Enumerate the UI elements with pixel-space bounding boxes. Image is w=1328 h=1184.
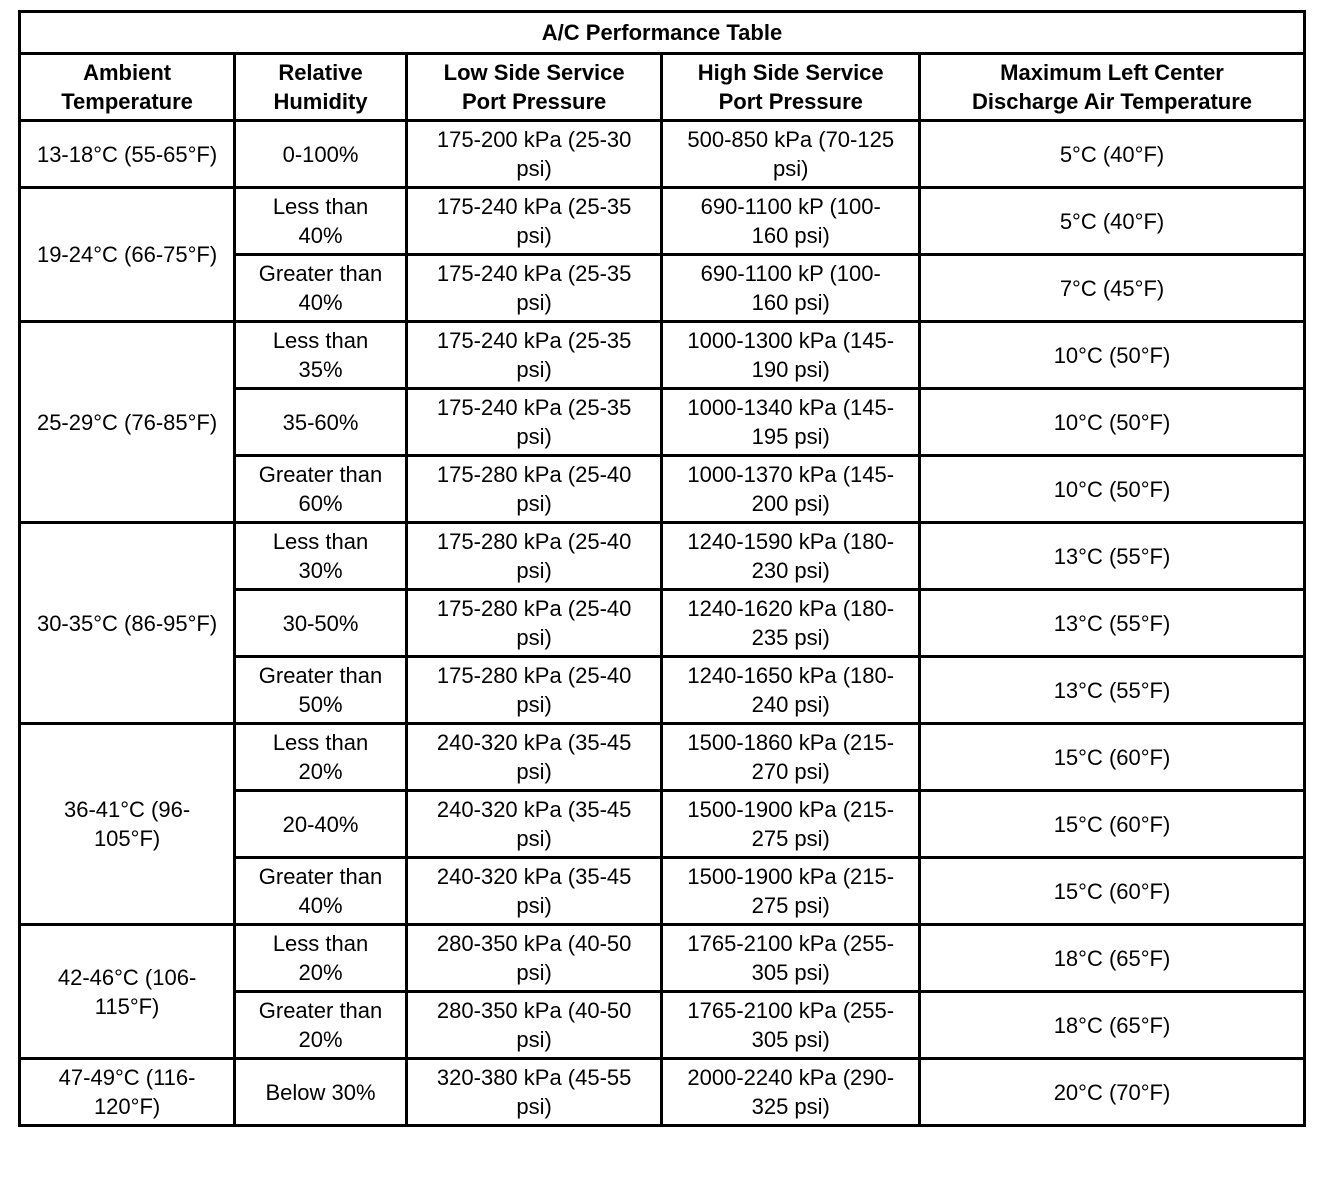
- cell-high-side-pressure: 690-1100 kP (100- 160 psi): [662, 255, 920, 322]
- cell-ambient-temperature: 47-49°C (116- 120°F): [20, 1059, 235, 1126]
- cell-low-side-pressure: 175-200 kPa (25-30 psi): [406, 121, 662, 188]
- cell-high-side-pressure: 1240-1590 kPa (180- 230 psi): [662, 523, 920, 590]
- cell-relative-humidity: Greater than 20%: [235, 992, 407, 1059]
- cell-relative-humidity: Greater than 40%: [235, 858, 407, 925]
- cell-high-side-pressure: 1765-2100 kPa (255- 305 psi): [662, 992, 920, 1059]
- cell-low-side-pressure: 240-320 kPa (35-45 psi): [406, 724, 662, 791]
- cell-max-discharge-temperature: 5°C (40°F): [920, 121, 1305, 188]
- cell-low-side-pressure: 280-350 kPa (40-50 psi): [406, 992, 662, 1059]
- cell-max-discharge-temperature: 15°C (60°F): [920, 791, 1305, 858]
- cell-max-discharge-temperature: 18°C (65°F): [920, 992, 1305, 1059]
- cell-relative-humidity: Less than 20%: [235, 925, 407, 992]
- cell-ambient-temperature: 13-18°C (55-65°F): [20, 121, 235, 188]
- table-row: [20, 925, 1305, 992]
- cell-low-side-pressure: 175-280 kPa (25-40 psi): [406, 657, 662, 724]
- cell-relative-humidity: 20-40%: [235, 791, 407, 858]
- table-body: [20, 121, 1305, 1126]
- cell-high-side-pressure: 1240-1620 kPa (180- 235 psi): [662, 590, 920, 657]
- cell-ambient-temperature: 30-35°C (86-95°F): [20, 523, 235, 724]
- cell-relative-humidity: Greater than 40%: [235, 255, 407, 322]
- cell-low-side-pressure: 175-240 kPa (25-35 psi): [406, 322, 662, 389]
- cell-low-side-pressure: 240-320 kPa (35-45 psi): [406, 858, 662, 925]
- cell-low-side-pressure: 175-240 kPa (25-35 psi): [406, 188, 662, 255]
- cell-relative-humidity: 0-100%: [235, 121, 407, 188]
- cell-low-side-pressure: 175-240 kPa (25-35 psi): [406, 255, 662, 322]
- cell-relative-humidity: 35-60%: [235, 389, 407, 456]
- cell-max-discharge-temperature: 13°C (55°F): [920, 657, 1305, 724]
- header-ambient-temperature: Ambient Temperature: [20, 54, 235, 121]
- table-title: A/C Performance Table: [20, 12, 1305, 54]
- cell-low-side-pressure: 175-280 kPa (25-40 psi): [406, 590, 662, 657]
- cell-relative-humidity: Less than 40%: [235, 188, 407, 255]
- cell-ambient-temperature: 19-24°C (66-75°F): [20, 188, 235, 322]
- cell-max-discharge-temperature: 7°C (45°F): [920, 255, 1305, 322]
- cell-relative-humidity: Below 30%: [235, 1059, 407, 1126]
- cell-relative-humidity: Greater than 60%: [235, 456, 407, 523]
- cell-high-side-pressure: 1500-1860 kPa (215- 270 psi): [662, 724, 920, 791]
- cell-relative-humidity: 30-50%: [235, 590, 407, 657]
- cell-high-side-pressure: 1000-1340 kPa (145- 195 psi): [662, 389, 920, 456]
- table-row: [20, 523, 1305, 590]
- cell-high-side-pressure: 1000-1300 kPa (145- 190 psi): [662, 322, 920, 389]
- cell-low-side-pressure: 175-280 kPa (25-40 psi): [406, 523, 662, 590]
- table-row: [20, 121, 1305, 188]
- cell-low-side-pressure: 240-320 kPa (35-45 psi): [406, 791, 662, 858]
- cell-ambient-temperature: 25-29°C (76-85°F): [20, 322, 235, 523]
- cell-relative-humidity: Greater than 50%: [235, 657, 407, 724]
- cell-low-side-pressure: 175-240 kPa (25-35 psi): [406, 389, 662, 456]
- cell-max-discharge-temperature: 18°C (65°F): [920, 925, 1305, 992]
- cell-high-side-pressure: 1000-1370 kPa (145- 200 psi): [662, 456, 920, 523]
- cell-max-discharge-temperature: 15°C (60°F): [920, 858, 1305, 925]
- cell-max-discharge-temperature: 10°C (50°F): [920, 389, 1305, 456]
- cell-high-side-pressure: 1500-1900 kPa (215- 275 psi): [662, 791, 920, 858]
- header-max-discharge-temperature: Maximum Left Center Discharge Air Temperature: [920, 54, 1305, 121]
- cell-low-side-pressure: 175-280 kPa (25-40 psi): [406, 456, 662, 523]
- table-row: [20, 322, 1305, 389]
- cell-high-side-pressure: 1500-1900 kPa (215- 275 psi): [662, 858, 920, 925]
- cell-max-discharge-temperature: 13°C (55°F): [920, 523, 1305, 590]
- table-header-row: [20, 54, 1305, 121]
- cell-relative-humidity: Less than 30%: [235, 523, 407, 590]
- cell-ambient-temperature: 36-41°C (96- 105°F): [20, 724, 235, 925]
- header-high-side-pressure: High Side Service Port Pressure: [662, 54, 920, 121]
- cell-high-side-pressure: 1765-2100 kPa (255- 305 psi): [662, 925, 920, 992]
- table-row: [20, 1059, 1305, 1126]
- cell-max-discharge-temperature: 15°C (60°F): [920, 724, 1305, 791]
- ac-performance-table: [18, 10, 1306, 1127]
- header-low-side-pressure: Low Side Service Port Pressure: [406, 54, 662, 121]
- cell-high-side-pressure: 1240-1650 kPa (180- 240 psi): [662, 657, 920, 724]
- cell-max-discharge-temperature: 20°C (70°F): [920, 1059, 1305, 1126]
- cell-high-side-pressure: 500-850 kPa (70-125 psi): [662, 121, 920, 188]
- cell-max-discharge-temperature: 5°C (40°F): [920, 188, 1305, 255]
- cell-low-side-pressure: 280-350 kPa (40-50 psi): [406, 925, 662, 992]
- cell-relative-humidity: Less than 35%: [235, 322, 407, 389]
- cell-max-discharge-temperature: 10°C (50°F): [920, 322, 1305, 389]
- table-row: [20, 724, 1305, 791]
- table-title-row: [20, 12, 1305, 54]
- cell-ambient-temperature: 42-46°C (106- 115°F): [20, 925, 235, 1059]
- header-relative-humidity: Relative Humidity: [235, 54, 407, 121]
- cell-high-side-pressure: 690-1100 kP (100- 160 psi): [662, 188, 920, 255]
- cell-relative-humidity: Less than 20%: [235, 724, 407, 791]
- cell-max-discharge-temperature: 13°C (55°F): [920, 590, 1305, 657]
- table-row: [20, 188, 1305, 255]
- cell-max-discharge-temperature: 10°C (50°F): [920, 456, 1305, 523]
- cell-high-side-pressure: 2000-2240 kPa (290- 325 psi): [662, 1059, 920, 1126]
- cell-low-side-pressure: 320-380 kPa (45-55 psi): [406, 1059, 662, 1126]
